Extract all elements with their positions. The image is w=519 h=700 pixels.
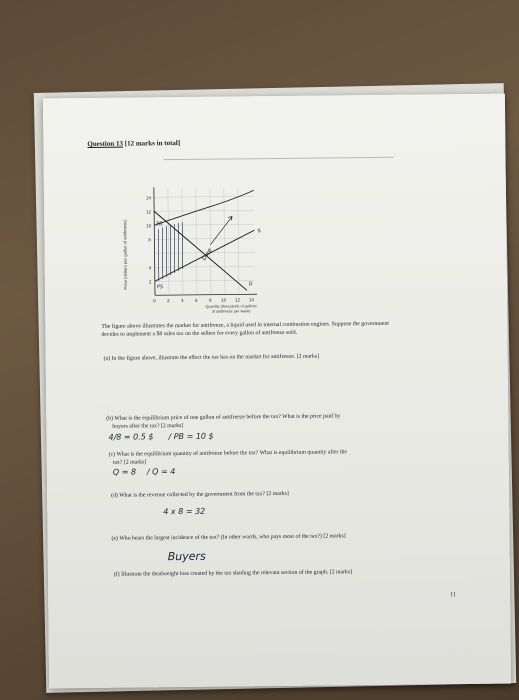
shifted-supply-curve [154, 190, 254, 228]
x-axis-label-line1: Quantity (thousands of gallons [205, 304, 257, 309]
y-axis-label: Price (dollars per gallon of antifreeze) [122, 219, 128, 290]
part-b-line2: buyers after the tax? [2 marks] [112, 422, 184, 430]
x-tick-8: 8 [209, 297, 212, 303]
answer-d: 4 x 8 = 32 [163, 506, 206, 517]
part-a-text: (a) In the figure above, illustrate the effect the tax has on the market for antifreeze. [2 marks] [103, 353, 320, 362]
x-axis-label-line2: of antifreeze per week) [211, 309, 251, 314]
part-c-line2: tax? [2 marks] [112, 459, 147, 466]
y-axis [154, 187, 155, 295]
x-tick-14: 14 [249, 297, 255, 303]
y-tick-8: 8 [148, 237, 151, 243]
part-b-line1: (b) What is the equilibrium price of one gallon of antifreeze before the tax? What is the price paid by [106, 413, 341, 422]
question-number: Question 13 [87, 139, 124, 148]
x-tick-6: 6 [195, 297, 198, 303]
title-divider [164, 157, 394, 160]
x-tick-10: 10 [221, 297, 227, 303]
page-number: 11 [450, 592, 456, 599]
price-sellers-mark: PS [156, 284, 164, 291]
tax-revenue-shading [158, 222, 183, 281]
question-marks: [12 marks in total] [124, 139, 181, 148]
answer-c-before: Q = 8 [112, 467, 137, 477]
y-tick-14: 14 [145, 195, 152, 201]
supply-label: S [257, 228, 261, 235]
answer-b-before: 4/8 = 0.5 $ [108, 432, 154, 442]
x-tick-12: 12 [235, 297, 241, 303]
answer-c-after: / Q = 4 [146, 467, 176, 477]
part-e-text: (e) Who bears the largest incidence of the tax? (In other words, who pays most of the tax?) [2 marks] [111, 533, 346, 542]
price-buyers-mark: PB [156, 221, 163, 228]
shift-arrow [210, 216, 232, 244]
x-tick-0: 0 [153, 298, 156, 304]
exam-page [43, 94, 511, 689]
question-title [87, 139, 180, 148]
demand-label: D [248, 281, 253, 288]
supply-demand-graph [114, 167, 366, 320]
y-tick-10: 10 [146, 223, 152, 229]
question-intro: The figure above illustrates the market for antifreeze, a liquid used in internal combustion engines. Suppose the government decides to implement a $8 sales tax on the sellers for every gallon of antifreeze sold. [101, 320, 390, 338]
deadweight-note: Dwe [200, 247, 214, 262]
part-c-line1: (c) What is the equilibrium quantity of antifreeze before the tax? What is equilibrium quantity after the [108, 449, 348, 458]
part-d-text: (d) What is the revenue collected by the government from the tax? [2 marks] [111, 490, 289, 499]
answer-e: Buyers [167, 549, 206, 564]
grid [154, 188, 255, 294]
x-axis [155, 294, 257, 295]
x-tick-2: 2 [167, 298, 170, 304]
x-tick-4: 4 [181, 297, 184, 303]
y-tick-12: 12 [146, 209, 152, 215]
y-tick-4: 4 [148, 265, 152, 271]
part-f-text: (f) Illustrate the deadweight loss created by the tax shading the relevant section of the graph. [2 marks] [113, 569, 353, 578]
answer-b-after: / PB = 10 $ [168, 431, 214, 442]
y-tick-2: 2 [148, 279, 152, 285]
